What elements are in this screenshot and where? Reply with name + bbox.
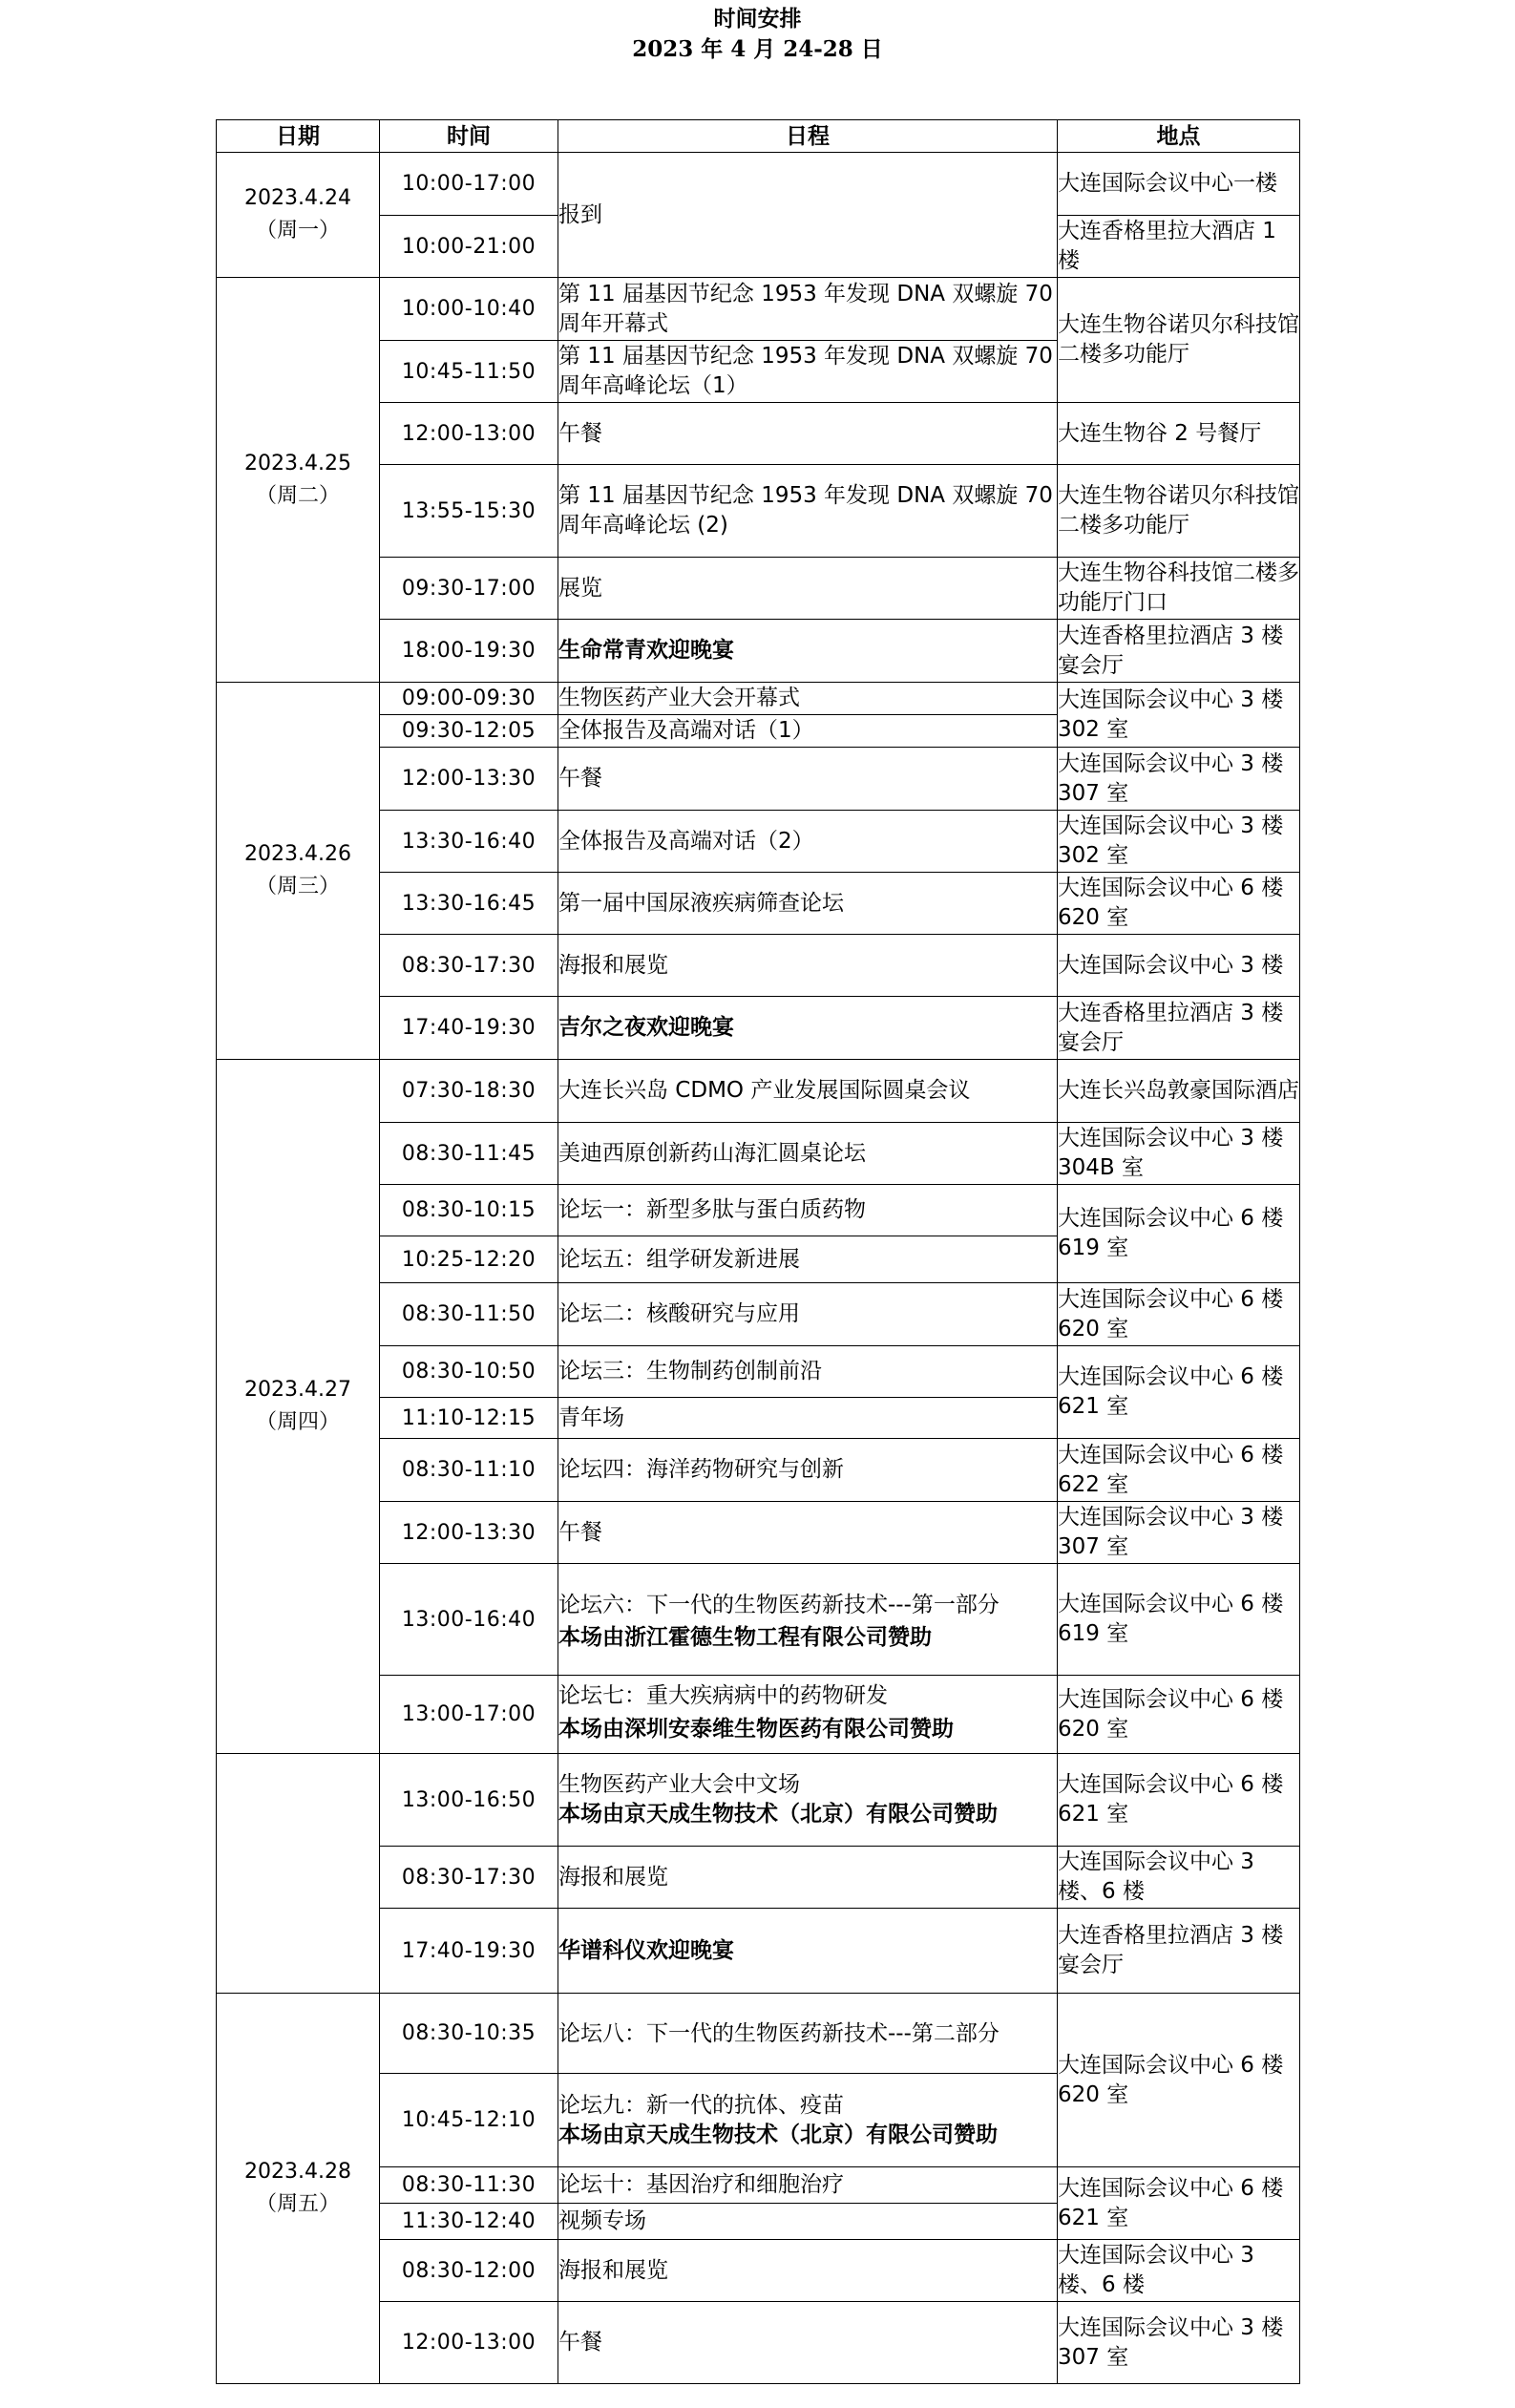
program-cell: 华谱科仪欢迎晚宴 — [558, 1909, 1058, 1994]
program-cell: 视频专场 — [558, 2204, 1058, 2240]
sponsor-note: 本场由京天成生物技术（北京）有限公司赞助 — [558, 1802, 998, 1827]
time-cell: 10:25-12:20 — [380, 1236, 558, 1283]
location-cell: 大连国际会议中心 6 楼 619 室 — [1058, 1185, 1300, 1283]
program-cell: 海报和展览 — [558, 1847, 1058, 1909]
time-cell: 08:30-11:50 — [380, 1283, 558, 1346]
table-row — [217, 935, 1300, 997]
program-cell: 生物医药产业大会开幕式 — [558, 683, 1058, 715]
program-cell: 海报和展览 — [558, 2240, 1058, 2302]
time-cell: 08:30-11:45 — [380, 1123, 558, 1185]
program-cell: 吉尔之夜欢迎晚宴 — [558, 997, 1058, 1060]
program-cell: 论坛六：下一代的生物医药新技术---第一部分 本场由浙江霍德生物工程有限公司赞助 — [558, 1564, 1058, 1676]
time-cell: 11:30-12:40 — [380, 2204, 558, 2240]
program-cell: 论坛三：生物制药创制前沿 — [558, 1346, 1058, 1398]
time-cell: 10:00-17:00 — [380, 153, 558, 216]
date-cell-empty — [217, 1754, 380, 1994]
table-row — [217, 1676, 1300, 1754]
date-cell: 2023.4.26 （周三） — [217, 683, 380, 1060]
location-cell: 大连国际会议中心 6 楼 620 室 — [1058, 1676, 1300, 1754]
program-cell: 展览 — [558, 558, 1058, 620]
table-row — [217, 1185, 1300, 1236]
program-cell: 全体报告及高端对话（1） — [558, 715, 1058, 748]
location-cell: 大连国际会议中心 6 楼 621 室 — [1058, 1346, 1300, 1439]
location-cell: 大连香格里拉酒店 3 楼宴会厅 — [1058, 997, 1300, 1060]
header-date: 日期 — [217, 120, 380, 153]
table-row — [217, 403, 1300, 465]
time-cell: 08:30-17:30 — [380, 935, 558, 997]
time-cell: 12:00-13:30 — [380, 1502, 558, 1564]
time-cell: 08:30-12:00 — [380, 2240, 558, 2302]
sponsor-note: 本场由京天成生物技术（北京）有限公司赞助 — [558, 2122, 998, 2147]
location-cell: 大连生物谷科技馆二楼多功能厅门口 — [1058, 558, 1300, 620]
time-cell: 12:00-13:30 — [380, 748, 558, 811]
program-cell: 论坛九：新一代的抗体、疫苗 本场由京天成生物技术（北京）有限公司赞助 — [558, 2074, 1058, 2167]
location-cell: 大连国际会议中心 3 楼 304B 室 — [1058, 1123, 1300, 1185]
program-cell: 论坛四：海洋药物研究与创新 — [558, 1439, 1058, 1502]
time-cell: 11:10-12:15 — [380, 1398, 558, 1439]
time-cell: 10:00-21:00 — [380, 216, 558, 278]
program-cell: 生物医药产业大会中文场 本场由京天成生物技术（北京）有限公司赞助 — [558, 1754, 1058, 1847]
location-cell: 大连国际会议中心 3 楼、6 楼 — [1058, 1847, 1300, 1909]
table-row — [217, 1754, 1300, 1847]
date-cell: 2023.4.25 （周二） — [217, 278, 380, 683]
time-cell: 08:30-11:30 — [380, 2167, 558, 2204]
program-cell: 午餐 — [558, 403, 1058, 465]
location-cell: 大连国际会议中心 3 楼 — [1058, 935, 1300, 997]
table-row — [217, 620, 1300, 683]
time-cell: 09:00-09:30 — [380, 683, 558, 715]
date-cell: 2023.4.24 （周一） — [217, 153, 380, 278]
program-cell: 第一届中国尿液疾病筛查论坛 — [558, 873, 1058, 935]
program-cell: 论坛二：核酸研究与应用 — [558, 1283, 1058, 1346]
time-cell: 12:00-13:00 — [380, 403, 558, 465]
table-row — [217, 1564, 1300, 1676]
location-cell: 大连国际会议中心 3 楼 307 室 — [1058, 748, 1300, 811]
time-cell: 10:00-10:40 — [380, 278, 558, 341]
time-cell: 12:00-13:00 — [380, 2302, 558, 2384]
time-cell: 10:45-11:50 — [380, 341, 558, 403]
time-cell: 13:00-17:00 — [380, 1676, 558, 1754]
header-location: 地点 — [1058, 120, 1300, 153]
time-cell: 17:40-19:30 — [380, 997, 558, 1060]
time-cell: 09:30-17:00 — [380, 558, 558, 620]
table-row — [217, 1847, 1300, 1909]
program-cell: 海报和展览 — [558, 935, 1058, 997]
page-subtitle: 2023 年 4 月 24-28 日 — [632, 36, 883, 62]
table-row — [217, 1439, 1300, 1502]
location-cell: 大连香格里拉酒店 3 楼宴会厅 — [1058, 1909, 1300, 1994]
program-cell: 报到 — [558, 153, 1058, 278]
program-cell: 午餐 — [558, 1502, 1058, 1564]
table-row — [217, 465, 1300, 558]
program-cell: 青年场 — [558, 1398, 1058, 1439]
location-cell: 大连国际会议中心 6 楼 621 室 — [1058, 2167, 1300, 2240]
location-cell: 大连国际会议中心一楼 — [1058, 153, 1300, 216]
sponsor-note: 本场由浙江霍德生物工程有限公司赞助 — [558, 1624, 932, 1650]
time-cell: 07:30-18:30 — [380, 1060, 558, 1123]
location-cell: 大连国际会议中心 3 楼 302 室 — [1058, 811, 1300, 873]
table-row — [217, 1994, 1300, 2074]
program-cell: 第 11 届基因节纪念 1953 年发现 DNA 双螺旋 70 周年高峰论坛（1） — [558, 341, 1058, 403]
table-row — [217, 1060, 1300, 1123]
location-cell: 大连国际会议中心 3 楼 307 室 — [1058, 2302, 1300, 2384]
table-row — [217, 1283, 1300, 1346]
program-cell: 第 11 届基因节纪念 1953 年发现 DNA 双螺旋 70 周年高峰论坛 (2) — [558, 465, 1058, 558]
sponsor-note: 本场由深圳安泰维生物医药有限公司赞助 — [558, 1717, 954, 1742]
time-cell: 08:30-10:50 — [380, 1346, 558, 1398]
time-cell: 08:30-10:35 — [380, 1994, 558, 2074]
program-cell: 全体报告及高端对话（2） — [558, 811, 1058, 873]
location-cell: 大连国际会议中心 6 楼 620 室 — [1058, 1994, 1300, 2167]
program-cell: 午餐 — [558, 2302, 1058, 2384]
program-cell: 论坛十：基因治疗和细胞治疗 — [558, 2167, 1058, 2204]
table-row — [217, 153, 1300, 216]
table-row — [217, 1909, 1300, 1994]
location-cell: 大连生物谷诺贝尔科技馆二楼多功能厅 — [1058, 465, 1300, 558]
program-cell: 论坛八：下一代的生物医药新技术---第二部分 — [558, 1994, 1058, 2074]
header-time: 时间 — [380, 120, 558, 153]
location-cell: 大连长兴岛敦豪国际酒店 — [1058, 1060, 1300, 1123]
table-row — [217, 811, 1300, 873]
table-row — [217, 997, 1300, 1060]
time-cell: 09:30-12:05 — [380, 715, 558, 748]
location-cell: 大连国际会议中心 3 楼、6 楼 — [1058, 2240, 1300, 2302]
location-cell: 大连国际会议中心 6 楼 620 室 — [1058, 873, 1300, 935]
program-cell: 午餐 — [558, 748, 1058, 811]
location-cell: 大连国际会议中心 6 楼 621 室 — [1058, 1754, 1300, 1847]
location-cell: 大连香格里拉大酒店 1 楼 — [1058, 216, 1300, 278]
location-cell: 大连国际会议中心 6 楼 622 室 — [1058, 1439, 1300, 1502]
table-row — [217, 1346, 1300, 1398]
table-row — [217, 2240, 1300, 2302]
page-title: 时间安排 — [713, 6, 802, 32]
date-cell: 2023.4.28 （周五） — [217, 1994, 380, 2384]
location-cell: 大连国际会议中心 3 楼 307 室 — [1058, 1502, 1300, 1564]
time-cell: 08:30-10:15 — [380, 1185, 558, 1236]
table-row — [217, 748, 1300, 811]
time-cell: 10:45-12:10 — [380, 2074, 558, 2167]
time-cell: 13:30-16:45 — [380, 873, 558, 935]
time-cell: 08:30-17:30 — [380, 1847, 558, 1909]
time-cell: 13:30-16:40 — [380, 811, 558, 873]
table-row — [217, 1502, 1300, 1564]
time-cell: 13:00-16:40 — [380, 1564, 558, 1676]
program-cell: 论坛五：组学研发新进展 — [558, 1236, 1058, 1283]
table-row — [217, 2167, 1300, 2204]
date-cell: 2023.4.27 （周四） — [217, 1060, 380, 1754]
location-cell: 大连生物谷诺贝尔科技馆二楼多功能厅 — [1058, 278, 1300, 403]
table-row — [217, 2302, 1300, 2384]
time-cell: 17:40-19:30 — [380, 1909, 558, 1994]
table-row — [217, 873, 1300, 935]
program-cell: 生命常青欢迎晚宴 — [558, 620, 1058, 683]
time-cell: 18:00-19:30 — [380, 620, 558, 683]
program-cell: 大连长兴岛 CDMO 产业发展国际圆桌会议 — [558, 1060, 1058, 1123]
time-cell: 08:30-11:10 — [380, 1439, 558, 1502]
location-cell: 大连香格里拉酒店 3 楼宴会厅 — [1058, 620, 1300, 683]
program-cell: 论坛七：重大疾病病中的药物研发 本场由深圳安泰维生物医药有限公司赞助 — [558, 1676, 1058, 1754]
table-row — [217, 683, 1300, 715]
table-row — [217, 558, 1300, 620]
location-cell: 大连国际会议中心 3 楼 302 室 — [1058, 683, 1300, 748]
time-cell: 13:00-16:50 — [380, 1754, 558, 1847]
table-row — [217, 1123, 1300, 1185]
header-program: 日程 — [558, 120, 1058, 153]
program-cell: 美迪西原创新药山海汇圆桌论坛 — [558, 1123, 1058, 1185]
program-cell: 第 11 届基因节纪念 1953 年发现 DNA 双螺旋 70 周年开幕式 — [558, 278, 1058, 341]
location-cell: 大连国际会议中心 6 楼 620 室 — [1058, 1283, 1300, 1346]
time-cell: 13:55-15:30 — [380, 465, 558, 558]
location-cell: 大连国际会议中心 6 楼 619 室 — [1058, 1564, 1300, 1676]
table-header-row — [217, 120, 1300, 153]
program-cell: 论坛一：新型多肽与蛋白质药物 — [558, 1185, 1058, 1236]
table-row — [217, 278, 1300, 341]
location-cell: 大连生物谷 2 号餐厅 — [1058, 403, 1300, 465]
schedule-table — [216, 119, 1300, 2384]
